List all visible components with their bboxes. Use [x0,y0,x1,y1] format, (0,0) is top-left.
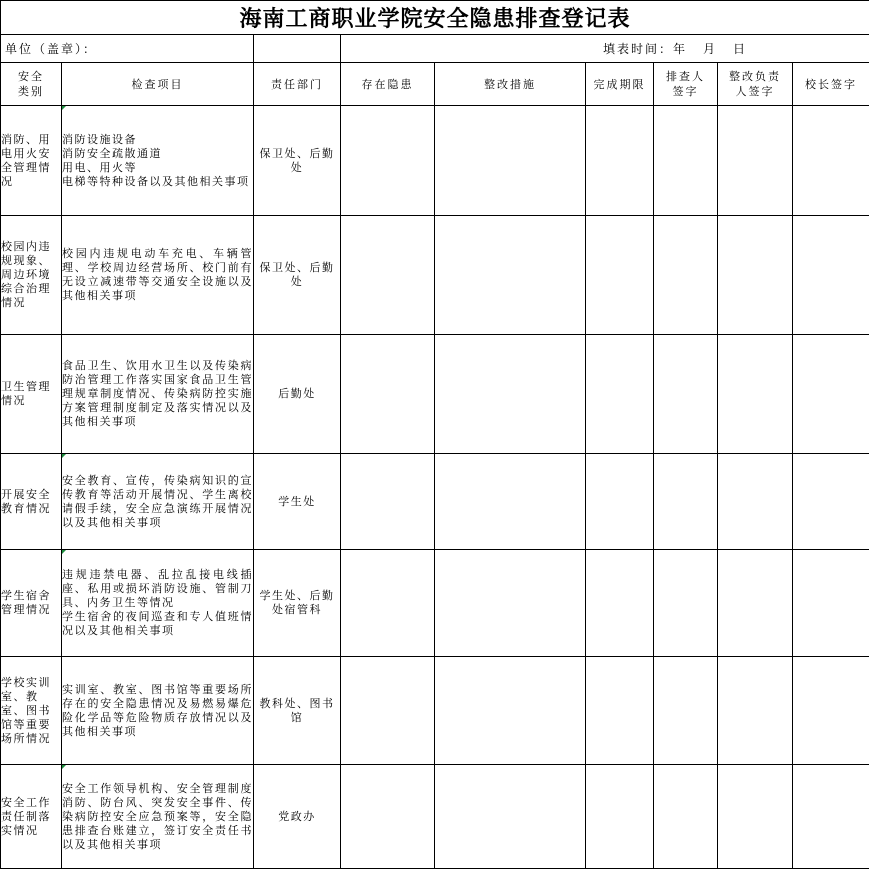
inspector-sign-cell[interactable] [654,454,718,550]
row-item [62,657,254,765]
row-item-text: 违规违禁电器、乱拉乱接电线插座、私用或损坏消防设施、管制刀具、内务卫生等情况 学生宿舍的夜间巡查和专人值班情况以及其他相关事项 [62,568,253,637]
measure-cell[interactable] [435,216,586,335]
hazard-cell[interactable] [341,335,435,454]
hazard-cell[interactable] [341,106,435,216]
principal-sign-cell[interactable] [793,106,869,216]
table-row [1,657,869,765]
rectifier-sign-cell[interactable] [718,550,793,657]
fill-date-day-label: 日 [733,42,748,56]
cell-comment-marker [62,106,66,110]
header-item: 检查项目 [62,63,254,106]
cell-comment-marker [62,454,66,458]
row-category: 开展安全教育情况 [1,454,62,550]
measure-cell[interactable] [435,106,586,216]
principal-sign-cell[interactable] [793,550,869,657]
row-category: 消防、用电用火安全管理情况 [1,106,62,216]
measure-cell[interactable] [435,657,586,765]
principal-sign-cell[interactable] [793,335,869,454]
hazard-cell[interactable] [341,216,435,335]
page-title: 海南工商职业学院安全隐患排查登记表 [1,1,869,35]
row-category: 卫生管理情况 [1,335,62,454]
hazard-cell[interactable] [341,765,435,869]
row-dept: 学生处 [254,454,341,550]
header-inspector: 排查人 签字 [654,63,718,106]
header-hazard: 存在隐患 [341,63,435,106]
rectifier-sign-cell[interactable] [718,454,793,550]
row-item-text: 安全工作领导机构、安全管理制度消防、防台风、突发安全事件、传染病防控安全应急预案等，安全隐患排查台账建立，签订安全责任书以及其他相关事项 [62,781,253,851]
inspector-sign-cell[interactable] [654,216,718,335]
rectifier-sign-cell[interactable] [718,216,793,335]
header-row [1,63,869,106]
rectifier-sign-cell[interactable] [718,657,793,765]
header-category: 安全 类别 [1,63,62,106]
row-dept: 党政办 [254,765,341,869]
row-item [62,454,254,550]
rectifier-sign-cell[interactable] [718,106,793,216]
row-category: 安全工作责任制落实情况 [1,765,62,869]
cell-comment-marker [62,550,66,554]
inspector-sign-cell[interactable] [654,550,718,657]
measure-cell[interactable] [435,550,586,657]
principal-sign-cell[interactable] [793,765,869,869]
fill-date-year-label: 填表时间：年 [603,42,688,56]
row-item [62,550,254,657]
deadline-cell[interactable] [586,765,654,869]
hazard-cell[interactable] [341,657,435,765]
principal-sign-cell[interactable] [793,454,869,550]
measure-cell[interactable] [435,335,586,454]
table-row [1,765,869,869]
deadline-cell[interactable] [586,335,654,454]
row-dept: 教科处、图书馆 [254,657,341,765]
fill-date [341,35,869,63]
row-item [62,106,254,216]
table-row [1,216,869,335]
table-row [1,454,869,550]
measure-cell[interactable] [435,454,586,550]
row-category: 学校实训室、教室、图书馆等重要场所情况 [1,657,62,765]
row-item-text: 安全教育、宣传，传染病知识的宣传教育等活动开展情况、学生离校请假手续，安全应急演练开展情况以及其他相关事项 [62,473,253,529]
row-item [62,765,254,869]
row-item-text: 食品卫生、饮用水卫生以及传染病防治管理工作落实国家食品卫生管理规章制度情况、传染病防控实施方案管理制度制定及落实情况以及其他相关事项 [62,359,253,428]
fill-date-month-label: 月 [703,42,718,56]
row-item [62,216,254,335]
inspector-sign-cell[interactable] [654,765,718,869]
header-dept: 责任部门 [254,63,341,106]
row-dept: 学生处、后勤处宿管科 [254,550,341,657]
row-item-text: 消防设施设备 消防安全疏散通道 用电、用火等 电梯等特种设备以及其他相关事项 [62,132,250,188]
header-rectifier: 整改负责 人签字 [718,63,793,106]
row-category: 学生宿舍管理情况 [1,550,62,657]
principal-sign-cell[interactable] [793,216,869,335]
measure-cell[interactable] [435,765,586,869]
inspector-sign-cell[interactable] [654,657,718,765]
row-dept: 保卫处、后勤处 [254,106,341,216]
rectifier-sign-cell[interactable] [718,335,793,454]
header-principal: 校长签字 [793,63,869,106]
deadline-cell[interactable] [586,550,654,657]
row-category: 校园内违规现象、周边环境综合治理情况 [1,216,62,335]
unit-stamp-cell[interactable] [254,35,341,63]
header-deadline: 完成期限 [586,63,654,106]
hazard-cell[interactable] [341,454,435,550]
deadline-cell[interactable] [586,216,654,335]
row-dept: 后勤处 [254,335,341,454]
hazard-cell[interactable] [341,550,435,657]
inspector-sign-cell[interactable] [654,335,718,454]
row-item-text: 实训室、教室、图书馆等重要场所存在的安全隐患情况及易燃易爆危险化学品等危险物质存放情况以及其他相关事项 [62,682,253,738]
table-row [1,106,869,216]
deadline-cell[interactable] [586,657,654,765]
row-dept: 保卫处、后勤处 [254,216,341,335]
unit-stamp-label: 单位（盖章）： [1,35,254,63]
rectifier-sign-cell[interactable] [718,765,793,869]
deadline-cell[interactable] [586,454,654,550]
principal-sign-cell[interactable] [793,657,869,765]
row-item-text: 校园内违规电动车充电、车辆管理、学校周边经营场所、校门前有无设立减速带等交通安全设施以及其他相关事项 [62,247,253,302]
deadline-cell[interactable] [586,106,654,216]
row-item [62,335,254,454]
cell-comment-marker [62,765,66,769]
header-measure: 整改措施 [435,63,586,106]
table-row [1,550,869,657]
inspector-sign-cell[interactable] [654,106,718,216]
table-row [1,335,869,454]
